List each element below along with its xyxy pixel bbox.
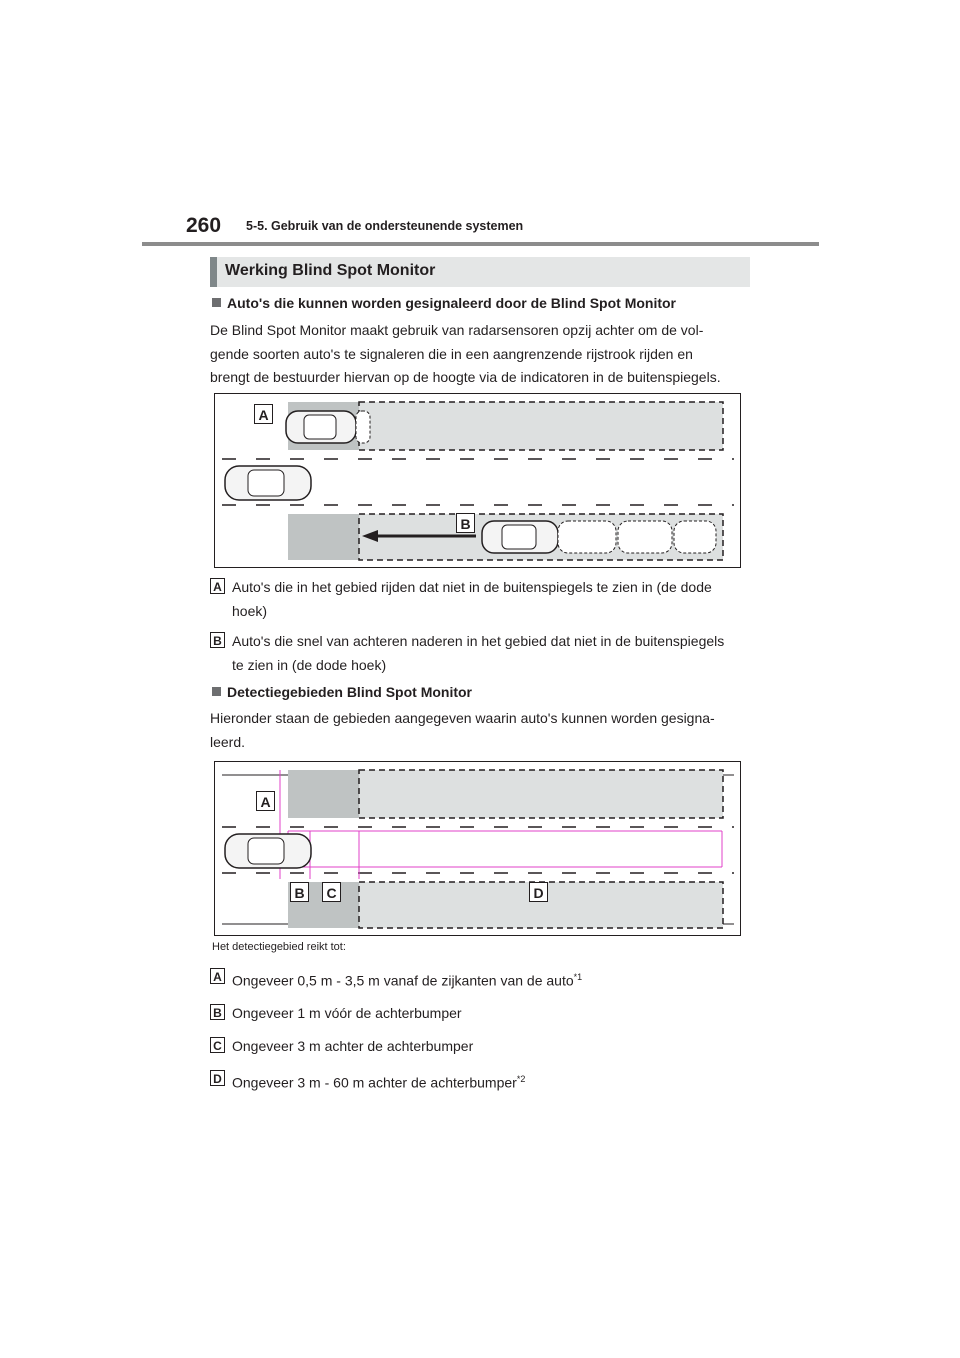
figure-label-a: A [254, 404, 273, 424]
legend-text: Ongeveer 0,5 m - 3,5 m vanaf de zijkanten van de auto [232, 972, 574, 989]
legend-item-d [210, 1070, 750, 1094]
legend-item-b [210, 1004, 750, 1028]
legend-item-c [210, 1037, 750, 1061]
car-in-blind-spot [286, 411, 370, 443]
header-rule [142, 242, 819, 246]
blind-spot-illustration [214, 393, 741, 568]
figure-label-c: C [322, 882, 341, 902]
legend-text: Auto's die in het gebied rijden dat niet in de buitenspiegels te zien in (de dode [232, 579, 712, 595]
legend-text: Ongeveer 1 m vóór de achterbumper [232, 1005, 462, 1021]
section-title: 5-5. Gebruik van de ondersteunende systemen [246, 219, 524, 233]
legend-key: D [210, 1070, 225, 1086]
own-car [225, 466, 311, 500]
section-heading [210, 257, 750, 287]
legend-text: te zien in (de dode hoek) [232, 656, 387, 673]
legend-key: B [210, 632, 225, 648]
detection-area-illustration [214, 761, 741, 936]
legend-item-a [210, 578, 750, 628]
legend-text: Ongeveer 3 m achter de achterbumper [232, 1038, 474, 1054]
footnote-ref: *2 [516, 1074, 526, 1084]
blind-spot-zone-upper-far [359, 402, 723, 450]
paragraph-line: brengt de bestuurder hiervan op de hoogte via de indicatoren in de buitenspiegels. [210, 369, 721, 385]
paragraph-line: De Blind Spot Monitor maakt gebruik van radarsensoren opzij achter om de vol- [210, 322, 704, 338]
paragraph-line: Hieronder staan de gebieden aangegeven waarin auto's kunnen worden gesigna- [210, 710, 715, 726]
legend-key: A [210, 578, 225, 594]
page-number: 260 [186, 214, 222, 237]
blind-spot-zone-lower-near [288, 514, 359, 560]
detection-paragraph [210, 707, 750, 754]
legend-key: C [210, 1037, 225, 1053]
detection-zone-upper-near [288, 770, 359, 818]
figure-caption: Het detectiegebied reikt tot: [212, 941, 346, 953]
subheading-text: Detectiegebieden Blind Spot Monitor [227, 684, 473, 700]
paragraph-line: leerd. [210, 733, 246, 750]
own-car [225, 834, 311, 868]
subheading-detected-cars [212, 295, 676, 311]
figure-label-b: B [290, 882, 309, 902]
legend-text: Auto's die snel van achteren naderen in het gebied dat niet in de buitenspiegels [232, 633, 725, 649]
legend-item-b [210, 632, 750, 682]
paragraph-line: gende soorten auto's te signaleren die in een aangrenzende rijstrook rijden en [210, 345, 693, 362]
legend-text: hoek) [232, 602, 268, 619]
figure-label-b: B [456, 513, 475, 533]
legend-text: Ongeveer 3 m - 60 m achter de achterbumper [232, 1074, 517, 1091]
subheading-text: Auto's die kunnen worden gesignaleerd door de Blind Spot Monitor [227, 295, 677, 311]
footnote-ref: *1 [573, 972, 583, 982]
detection-zone-upper-far [359, 770, 723, 818]
legend-key: B [210, 1004, 225, 1020]
square-bullet-icon [212, 298, 221, 307]
square-bullet-icon [212, 687, 221, 696]
figure-label-a: A [256, 791, 275, 811]
subheading-detection-areas [212, 684, 472, 700]
legend-key: A [210, 968, 225, 984]
approaching-car [482, 521, 716, 553]
legend-item-a [210, 968, 750, 992]
intro-paragraph [210, 319, 750, 390]
figure-label-d: D [529, 882, 548, 902]
section-heading-text: Werking Blind Spot Monitor [225, 262, 436, 279]
